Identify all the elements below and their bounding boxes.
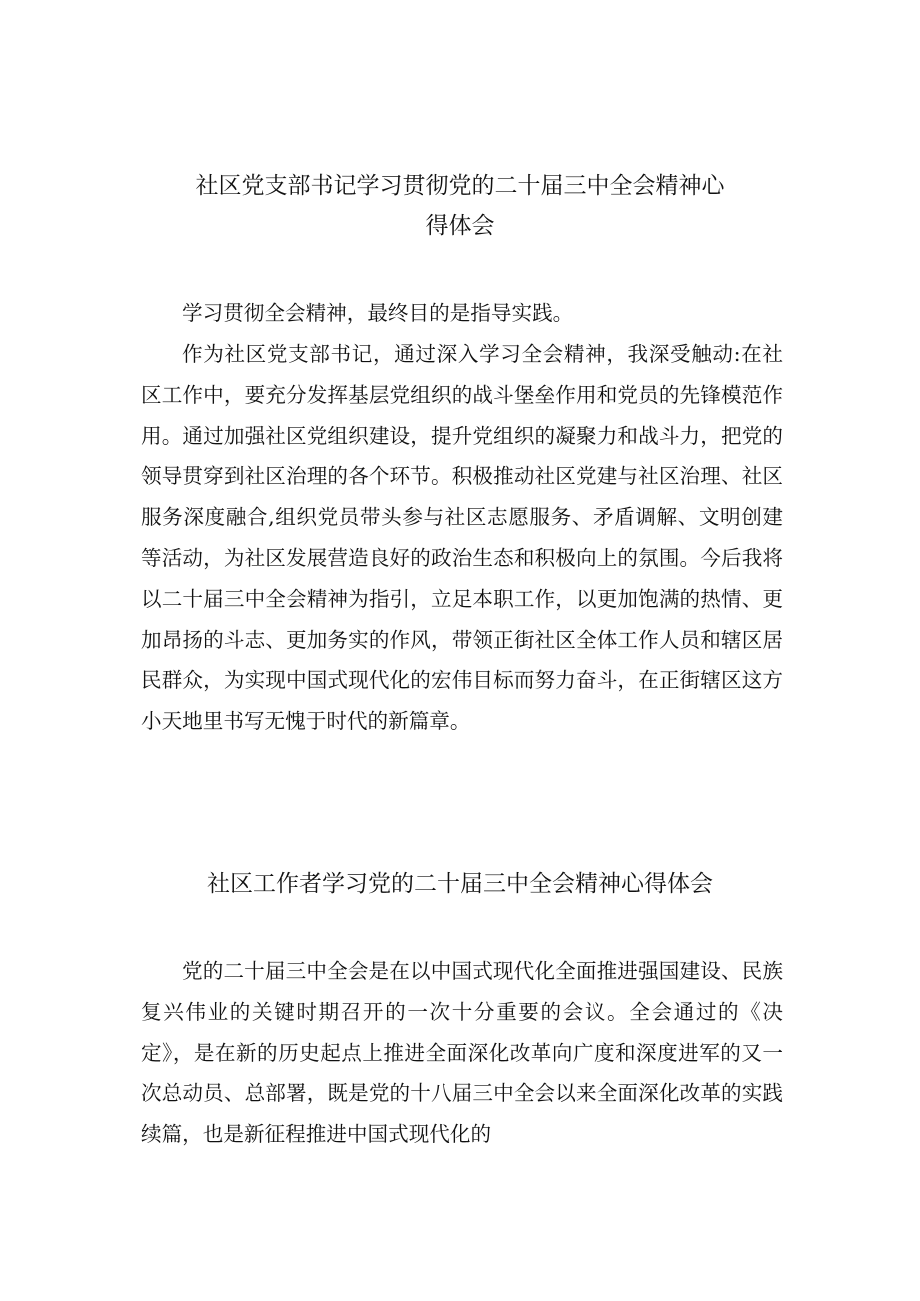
section1-paragraph2: 作为社区党支部书记，通过深入学习全会精神，我深受触动:在社区工作中，要充分发挥基层党组织的战斗堡垒作用和党员的先锋模范作用。通过加强社区党组织建设，提升党组织的凝聚力和战斗力，把党的领导贯穿到社区治理的各个环节。积极推动社区党建与社区治理、社区服务深度融合,组织党员带头参与社区志愿服务、矛盾调解、文明创建等活动，为社区发展营造良好的政治生态和积极向上的氛围。今后我将以二十届三中全会精神为指引，立足本职工作，以更加饱满的热情、更加昂扬的斗志、更加务实的作风，带领正街社区全体工作人员和辖区居民群众，为实现中国式现代化的宏伟目标而努力奋斗，在正街辖区这方小天地里书写无愧于时代的新篇章。 (141, 342, 783, 734)
section1-paragraph1: 学习贯彻全会精神，最终目的是指导实践。 (182, 301, 574, 325)
section1-title (0, 166, 920, 246)
section1-title-line1: 社区党支部书记学习贯彻党的二十届三中全会精神心 (195, 173, 725, 199)
section1-title-line2: 得体会 (425, 213, 495, 239)
section2-paragraph1: 党的二十届三中全会是在以中国式现代化全面推进强国建设、民族复兴伟业的关键时期召开的一次十分重要的会议。全会通过的《决定》，是在新的历史起点上推进全面深化改革向广度和深度进军的又一次总动员、总部署，既是党的十八届三中全会以来全面深化改革的实践续篇，也是新征程推进中国式现代化的 (141, 959, 783, 1147)
section2-title: 社区工作者学习党的二十届三中全会精神心得体会 (207, 871, 713, 897)
